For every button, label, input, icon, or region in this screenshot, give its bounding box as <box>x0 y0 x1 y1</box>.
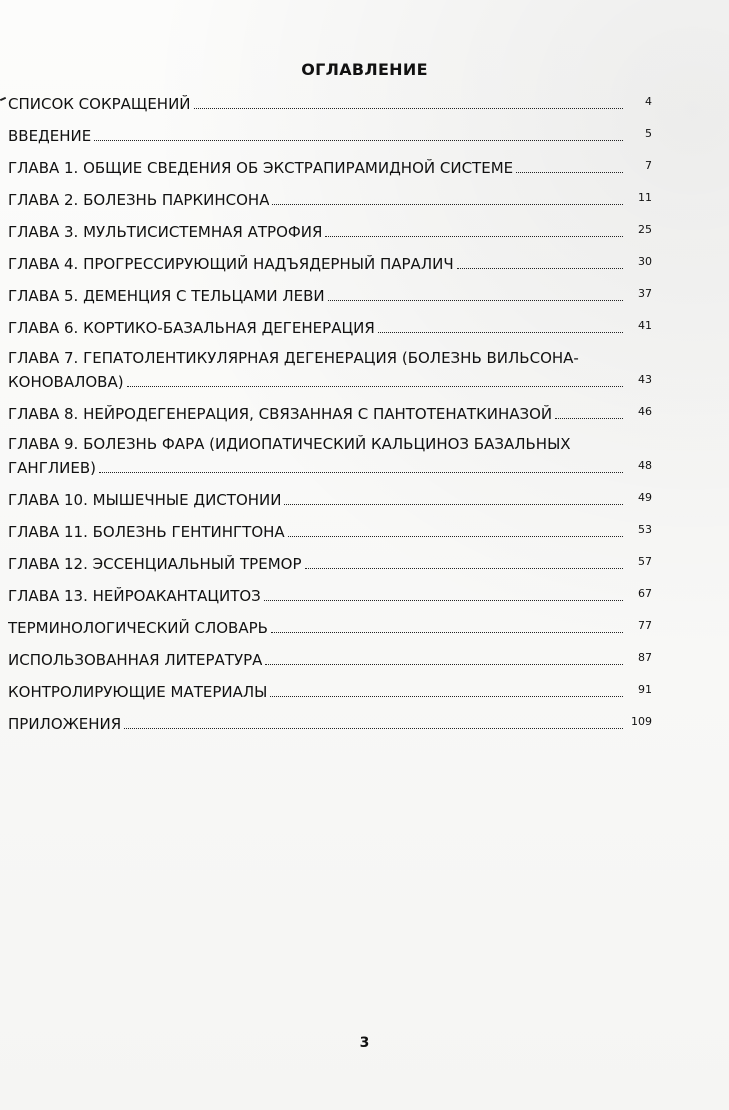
toc-entry-chapter-5[interactable] <box>8 279 652 311</box>
toc-entry-page: 30 <box>638 255 652 268</box>
toc-entry-label: ПРИЛОЖЕНИЯ <box>8 715 122 733</box>
dot-leader <box>328 300 623 301</box>
toc-entry-page: 11 <box>638 191 652 204</box>
toc-entry-page: 46 <box>638 405 652 418</box>
toc-entry-page: 7 <box>645 159 652 172</box>
toc-entry-label: ГЛАВА 4. ПРОГРЕССИРУЮЩИЙ НАДЪЯДЕРНЫЙ ПАРАЛИЧ <box>8 255 454 273</box>
toc-entry-label-line2: ГАНГЛИЕВ) <box>8 459 96 477</box>
dot-leader <box>271 632 623 633</box>
toc-entry-page: 77 <box>638 619 652 632</box>
dot-leader <box>378 332 623 333</box>
toc-entry-page: 109 <box>631 715 652 728</box>
toc-entry-chapter-8[interactable] <box>8 397 652 429</box>
dot-leader <box>264 600 623 601</box>
toc-entry-label-line1: ГЛАВА 9. БОЛЕЗНЬ ФАРА (ИДИОПАТИЧЕСКИЙ КАЛЬЦИНОЗ БАЗАЛЬНЫХ <box>8 435 571 453</box>
toc-entry-control-materials[interactable] <box>8 675 652 707</box>
toc-entry-page: 57 <box>638 555 652 568</box>
toc-entry-chapter-11[interactable] <box>8 515 652 547</box>
toc-entry-page: 87 <box>638 651 652 664</box>
dot-leader <box>457 268 623 269</box>
toc-entry-chapter-6[interactable] <box>8 311 652 343</box>
toc-entry-label-line2: КОНОВАЛОВА) <box>8 373 124 391</box>
toc-entry-page: 48 <box>638 459 652 472</box>
dot-leader <box>325 236 623 237</box>
dot-leader <box>94 140 623 141</box>
dot-leader <box>284 504 623 505</box>
dot-leader <box>555 418 623 419</box>
toc-entry-label: ИСПОЛЬЗОВАННАЯ ЛИТЕРАТУРА <box>8 651 263 669</box>
scan-artifact-mark <box>0 97 6 101</box>
toc-entry-label: ВВЕДЕНИЕ <box>8 127 92 145</box>
page-number: 3 <box>359 1035 370 1051</box>
toc-entry-label: ГЛАВА 1. ОБЩИЕ СВЕДЕНИЯ ОБ ЭКСТРАПИРАМИДНОЙ СИСТЕМЕ <box>8 159 514 177</box>
toc-entry-label-line1: ГЛАВА 7. ГЕПАТОЛЕНТИКУЛЯРНАЯ ДЕГЕНЕРАЦИЯ (БОЛЕЗНЬ ВИЛЬСОНА- <box>8 349 579 367</box>
toc-entry-page: 67 <box>638 587 652 600</box>
toc-entry-abbreviations[interactable] <box>8 87 652 119</box>
toc-entry-page: 37 <box>638 287 652 300</box>
toc-entry-page: 49 <box>638 491 652 504</box>
dot-leader <box>516 172 623 173</box>
dot-leader <box>194 108 623 109</box>
toc-entry-page: 43 <box>638 373 652 386</box>
toc-entry-chapter-9[interactable] <box>8 429 652 483</box>
toc-entry-chapter-7[interactable] <box>8 343 652 397</box>
toc-entry-label: КОНТРОЛИРУЮЩИЕ МАТЕРИАЛЫ <box>8 683 268 701</box>
toc-entry-page: 25 <box>638 223 652 236</box>
toc-entry-chapter-12[interactable] <box>8 547 652 579</box>
toc-entry-label: ГЛАВА 6. КОРТИКО-БАЗАЛЬНАЯ ДЕГЕНЕРАЦИЯ <box>8 319 375 337</box>
toc-entry-label: ГЛАВА 10. МЫШЕЧНЫЕ ДИСТОНИИ <box>8 491 282 509</box>
toc-entry-glossary[interactable] <box>8 611 652 643</box>
toc-entry-label: ГЛАВА 13. НЕЙРОАКАНТАЦИТОЗ <box>8 587 261 605</box>
toc-entry-label: ГЛАВА 8. НЕЙРОДЕГЕНЕРАЦИЯ, СВЯЗАННАЯ С ПАНТОТЕНАТКИНАЗОЙ <box>8 405 553 423</box>
dot-leader <box>265 664 623 665</box>
toc-entry-chapter-10[interactable] <box>8 483 652 515</box>
dot-leader <box>272 204 623 205</box>
toc-entry-label: ГЛАВА 3. МУЛЬТИСИСТЕМНАЯ АТРОФИЯ <box>8 223 323 241</box>
toc-entry-chapter-2[interactable] <box>8 183 652 215</box>
toc-entry-page: 53 <box>638 523 652 536</box>
toc-entry-label: ГЛАВА 2. БОЛЕЗНЬ ПАРКИНСОНА <box>8 191 270 209</box>
dot-leader <box>124 728 623 729</box>
toc-entry-chapter-3[interactable] <box>8 215 652 247</box>
dot-leader <box>270 696 623 697</box>
toc-entry-page: 5 <box>645 127 652 140</box>
toc-entry-appendices[interactable] <box>8 707 652 739</box>
toc-entry-label: СПИСОК СОКРАЩЕНИЙ <box>8 95 191 113</box>
toc-entry-introduction[interactable] <box>8 119 652 151</box>
toc-entry-label: ГЛАВА 12. ЭССЕНЦИАЛЬНЫЙ ТРЕМОР <box>8 555 302 573</box>
dot-leader <box>127 386 623 387</box>
toc-entry-label: ГЛАВА 5. ДЕМЕНЦИЯ С ТЕЛЬЦАМИ ЛЕВИ <box>8 287 325 305</box>
toc-entry-label: ТЕРМИНОЛОГИЧЕСКИЙ СЛОВАРЬ <box>8 619 268 637</box>
toc-entry-page: 41 <box>638 319 652 332</box>
toc-entry-chapter-4[interactable] <box>8 247 652 279</box>
toc-entry-references[interactable] <box>8 643 652 675</box>
dot-leader <box>99 472 623 473</box>
toc-entry-label: ГЛАВА 11. БОЛЕЗНЬ ГЕНТИНГТОНА <box>8 523 285 541</box>
toc-entry-line2 <box>8 369 652 393</box>
toc-entry-page: 91 <box>638 683 652 696</box>
toc-entry-chapter-13[interactable] <box>8 579 652 611</box>
table-of-contents <box>8 87 652 739</box>
toc-entry-page: 4 <box>645 95 652 108</box>
toc-entry-chapter-1[interactable] <box>8 151 652 183</box>
page-title: ОГЛАВЛЕНИЕ <box>301 60 428 79</box>
toc-entry-line2 <box>8 455 652 479</box>
dot-leader <box>305 568 624 569</box>
dot-leader <box>288 536 623 537</box>
